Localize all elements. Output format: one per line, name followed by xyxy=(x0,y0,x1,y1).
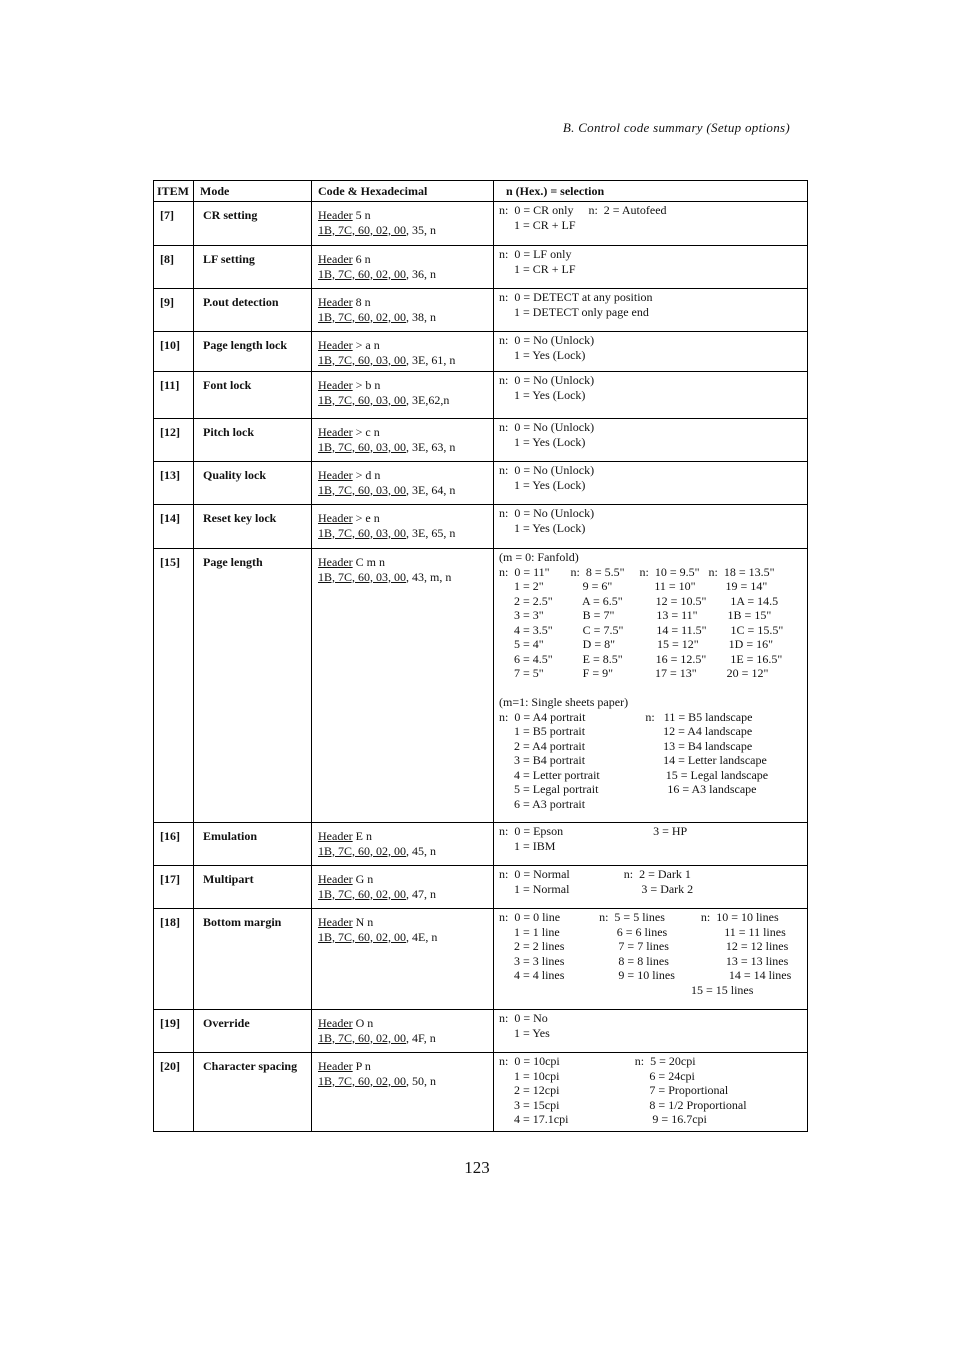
cell-mode: LF setting xyxy=(194,246,312,289)
hex-prefix: 1B, 7C, 60, 02, 00 xyxy=(318,886,407,901)
code-line xyxy=(318,208,489,223)
selection-line: n: 0 = No (Unlock) xyxy=(499,420,595,434)
column-header-item: ITEM xyxy=(154,181,194,202)
cell-code xyxy=(312,823,494,866)
hex-params: , 35, n xyxy=(406,222,437,237)
table-row xyxy=(154,332,808,372)
cell-item: [9] xyxy=(154,289,194,332)
selection-line: n: 0 = A4 portrait n: 11 = B5 landscape xyxy=(499,709,753,724)
hex-line xyxy=(318,526,489,541)
cell-code xyxy=(312,909,494,1010)
hex-prefix: 1B, 7C, 60, 03, 00 xyxy=(318,392,407,407)
cell-mode: Page length lock xyxy=(194,332,312,372)
hex-prefix: 1B, 7C, 60, 02, 00 xyxy=(318,266,407,281)
hex-params: , 3E, 65, n xyxy=(406,525,456,540)
hex-params: , 50, n xyxy=(406,1073,437,1088)
selection-line: 1 = CR + LF xyxy=(499,217,576,232)
table-row xyxy=(154,549,808,823)
code-header-params: > d n xyxy=(352,468,381,482)
cell-code xyxy=(312,505,494,549)
table-header-row xyxy=(154,181,808,202)
cell-code xyxy=(312,246,494,289)
table-row xyxy=(154,909,808,1010)
hex-params: , 3E, 61, n xyxy=(406,352,456,367)
cell-selection xyxy=(494,1010,808,1053)
cell-item: [14] xyxy=(154,505,194,549)
code-line xyxy=(318,468,489,483)
table-row xyxy=(154,246,808,289)
code-line xyxy=(318,511,489,526)
selection-line: (m = 0: Fanfold) xyxy=(499,550,579,564)
cell-mode: CR setting xyxy=(194,202,312,246)
column-header-mode: Mode xyxy=(194,181,312,202)
selection-line: 2 = A4 portrait 13 = B4 landscape xyxy=(499,738,753,753)
cell-item: [13] xyxy=(154,462,194,505)
code-header-params: E n xyxy=(352,829,372,843)
cell-mode: Reset key lock xyxy=(194,505,312,549)
hex-line xyxy=(318,844,489,859)
cell-selection xyxy=(494,332,808,372)
code-line xyxy=(318,915,489,930)
cell-mode: Multipart xyxy=(194,866,312,909)
column-header-code: Code & Hexadecimal xyxy=(312,181,494,202)
code-header: Header xyxy=(318,468,353,482)
code-line xyxy=(318,252,489,267)
selection-line: 1 = Yes (Lock) xyxy=(499,520,586,535)
cell-item: [17] xyxy=(154,866,194,909)
code-header-params: > c n xyxy=(352,425,380,439)
selection-line: n: 0 = DETECT at any position xyxy=(499,290,653,304)
hex-prefix: 1B, 7C, 60, 02, 00 xyxy=(318,309,407,324)
hex-params: , 3E, 64, n xyxy=(406,482,456,497)
cell-mode: P.out detection xyxy=(194,289,312,332)
hex-line xyxy=(318,570,489,585)
hex-params: , 36, n xyxy=(406,266,437,281)
cell-item: [11] xyxy=(154,372,194,419)
hex-params: , 3E,62,n xyxy=(406,392,450,407)
hex-line xyxy=(318,440,489,455)
code-header: Header xyxy=(318,295,353,309)
code-header: Header xyxy=(318,872,353,886)
cell-mode: Character spacing xyxy=(194,1053,312,1132)
code-header: Header xyxy=(318,252,353,266)
selection-line: 1 = Normal 3 = Dark 2 xyxy=(499,881,694,896)
hex-params: , 47, n xyxy=(406,886,437,901)
hex-params: , 45, n xyxy=(406,843,437,858)
selection-line: n: 0 = 10cpi n: 5 = 20cpi xyxy=(499,1054,696,1068)
cell-code xyxy=(312,332,494,372)
selection-line: (m=1: Single sheets paper) xyxy=(499,695,629,709)
hex-prefix: 1B, 7C, 60, 03, 00 xyxy=(318,352,407,367)
column-header-selection: n (Hex.) = selection xyxy=(494,181,808,202)
hex-prefix: 1B, 7C, 60, 03, 00 xyxy=(318,439,407,454)
selection-line: 2 = 12cpi 7 = Proportional xyxy=(499,1083,729,1097)
selection-line: n: 0 = 0 line n: 5 = 5 lines n: 10 = 10 lines xyxy=(499,910,779,924)
cell-mode: Pitch lock xyxy=(194,419,312,462)
hex-line xyxy=(318,887,489,902)
code-header-params: 5 n xyxy=(352,208,371,222)
hex-prefix: 1B, 7C, 60, 02, 00 xyxy=(318,929,407,944)
cell-code xyxy=(312,462,494,505)
selection-line: 1 = Yes (Lock) xyxy=(499,477,586,492)
cell-item: [7] xyxy=(160,208,174,222)
cell-selection xyxy=(494,909,808,1010)
hex-params: , 38, n xyxy=(406,309,437,324)
selection-line xyxy=(499,681,803,696)
selection-line: 4 = 17.1cpi 9 = 16.7cpi xyxy=(499,1112,707,1126)
selection-line: n: 0 = 11" n: 8 = 5.5" n: 10 = 9.5" n: 18 = 13.5" xyxy=(499,564,775,579)
table-row xyxy=(154,419,808,462)
hex-line xyxy=(318,930,489,945)
selection-line: n: 0 = LF only xyxy=(499,247,572,261)
code-header: Header xyxy=(318,208,353,222)
hex-line xyxy=(318,223,489,238)
hex-prefix: 1B, 7C, 60, 03, 00 xyxy=(318,525,407,540)
hex-params: , 4E, n xyxy=(406,929,438,944)
code-header: Header xyxy=(318,915,353,929)
selection-line: 15 = 15 lines xyxy=(499,982,754,997)
table-body xyxy=(154,202,808,1132)
running-head: B. Control code summary (Setup options) xyxy=(562,120,790,135)
cell-code xyxy=(312,1010,494,1053)
cell-item: [16] xyxy=(154,823,194,866)
selection-line: 1 = 10cpi 6 = 24cpi xyxy=(499,1068,695,1083)
cell-selection xyxy=(494,823,808,866)
code-line xyxy=(318,338,489,353)
hex-params: , 3E, 63, n xyxy=(406,439,456,454)
code-header-params: > a n xyxy=(352,338,380,352)
hex-line xyxy=(318,310,489,325)
cell-code xyxy=(312,289,494,332)
selection-line: 1 = Yes (Lock) xyxy=(499,387,586,402)
hex-line xyxy=(318,353,489,368)
selection-line: 7 = 5" F = 9" 17 = 13" 20 = 12" xyxy=(499,666,769,680)
control-code-table xyxy=(153,180,808,1132)
hex-prefix: 1B, 7C, 60, 03, 00 xyxy=(318,569,407,584)
code-line xyxy=(318,555,489,570)
selection-line: n: 0 = CR only n: 2 = Autofeed xyxy=(499,203,667,217)
page-number: 123 xyxy=(464,1158,490,1177)
selection-line: 1 = 2" 9 = 6" 11 = 10" 19 = 14" xyxy=(499,579,768,593)
cell-mode: Quality lock xyxy=(194,462,312,505)
code-line xyxy=(318,829,489,844)
cell-item: [15] xyxy=(154,549,194,823)
cell-item: [19] xyxy=(154,1010,194,1053)
selection-line: 3 = 3 lines 8 = 8 lines 13 = 13 lines xyxy=(499,953,789,968)
selection-line: n: 0 = No (Unlock) xyxy=(499,333,595,347)
code-header: Header xyxy=(318,378,353,392)
hex-line xyxy=(318,1074,489,1089)
code-line xyxy=(318,872,489,887)
table-row xyxy=(154,823,808,866)
selection-line: 1 = Yes (Lock) xyxy=(499,347,586,362)
code-line xyxy=(318,295,489,310)
cell-item: [18] xyxy=(154,909,194,1010)
selection-line: 2 = 2 lines 7 = 7 lines 12 = 12 lines xyxy=(499,939,789,953)
hex-prefix: 1B, 7C, 60, 02, 00 xyxy=(318,222,407,237)
table-row xyxy=(154,1053,808,1132)
code-line xyxy=(318,1016,489,1031)
selection-line: 4 = 4 lines 9 = 10 lines 14 = 14 lines xyxy=(499,968,792,982)
cell-selection xyxy=(494,202,808,246)
cell-mode: Page length xyxy=(194,549,312,823)
selection-line: n: 0 = No (Unlock) xyxy=(499,373,595,387)
cell-item: [8] xyxy=(154,246,194,289)
hex-line xyxy=(318,483,489,498)
selection-line: n: 0 = No xyxy=(499,1011,548,1025)
code-header: Header xyxy=(318,1016,353,1030)
hex-params: , 43, m, n xyxy=(406,569,452,584)
selection-line: 1 = Yes xyxy=(499,1025,550,1040)
cell-selection xyxy=(494,289,808,332)
selection-line: 2 = 2.5" A = 6.5" 12 = 10.5" 1A = 14.5 xyxy=(499,593,779,608)
code-header-params: 8 n xyxy=(352,295,371,309)
code-header-params: 6 n xyxy=(352,252,371,266)
cell-selection xyxy=(494,1053,808,1132)
table-row xyxy=(154,505,808,549)
code-header-params: O n xyxy=(352,1016,374,1030)
cell-mode: Emulation xyxy=(194,823,312,866)
cell-code xyxy=(312,1053,494,1132)
cell-code xyxy=(312,549,494,823)
selection-line: 3 = 15cpi 8 = 1/2 Proportional xyxy=(499,1097,747,1112)
selection-line: 5 = 4" D = 8" 15 = 12" 1D = 16" xyxy=(499,637,773,651)
table-row xyxy=(154,462,808,505)
cell-selection xyxy=(494,549,808,823)
cell-item: [12] xyxy=(154,419,194,462)
selection-line: 3 = 3" B = 7" 13 = 11" 1B = 15" xyxy=(499,608,772,622)
code-line xyxy=(318,378,489,393)
cell-code xyxy=(312,419,494,462)
code-header-params: > e n xyxy=(352,511,380,525)
hex-line xyxy=(318,1031,489,1046)
code-header-params: G n xyxy=(352,872,374,886)
code-header: Header xyxy=(318,1059,353,1073)
cell-code xyxy=(312,866,494,909)
cell-mode: Font lock xyxy=(194,372,312,419)
code-line xyxy=(318,1059,489,1074)
code-header: Header xyxy=(318,829,353,843)
table-row xyxy=(154,289,808,332)
cell-mode: Override xyxy=(194,1010,312,1053)
cell-selection xyxy=(494,866,808,909)
table-row xyxy=(154,866,808,909)
code-header-params: > b n xyxy=(352,378,381,392)
hex-line xyxy=(318,393,489,408)
hex-prefix: 1B, 7C, 60, 02, 00 xyxy=(318,1030,407,1045)
hex-prefix: 1B, 7C, 60, 02, 00 xyxy=(318,843,407,858)
cell-selection xyxy=(494,505,808,549)
code-line xyxy=(318,425,489,440)
cell-code xyxy=(312,202,494,246)
selection-line: 4 = 3.5" C = 7.5" 14 = 11.5" 1C = 15.5" xyxy=(499,622,784,637)
code-header: Header xyxy=(318,511,353,525)
table-row xyxy=(154,1010,808,1053)
cell-mode: Bottom margin xyxy=(194,909,312,1010)
selection-line: 1 = DETECT only page end xyxy=(499,304,649,319)
cell-code xyxy=(312,372,494,419)
code-header-params: P n xyxy=(352,1059,371,1073)
hex-params: , 4F, n xyxy=(406,1030,436,1045)
code-header: Header xyxy=(318,555,353,569)
code-header: Header xyxy=(318,425,353,439)
code-header-params: N n xyxy=(352,915,374,929)
cell-selection xyxy=(494,419,808,462)
selection-line: n: 0 = No (Unlock) xyxy=(499,506,595,520)
hex-prefix: 1B, 7C, 60, 03, 00 xyxy=(318,482,407,497)
selection-line: 4 = Letter portrait 15 = Legal landscape xyxy=(499,767,769,782)
hex-prefix: 1B, 7C, 60, 02, 00 xyxy=(318,1073,407,1088)
cell-item: [10] xyxy=(154,332,194,372)
selection-line: 5 = Legal portrait 16 = A3 landscape xyxy=(499,782,757,796)
selection-line: 1 = Yes (Lock) xyxy=(499,434,586,449)
selection-line: 1 = IBM xyxy=(499,838,556,853)
cell-selection xyxy=(494,246,808,289)
table-row xyxy=(154,372,808,419)
selection-line: 1 = B5 portrait 12 = A4 landscape xyxy=(499,724,753,738)
selection-line: n: 0 = Epson 3 = HP xyxy=(499,824,688,838)
selection-line: n: 0 = No (Unlock) xyxy=(499,463,595,477)
cell-selection xyxy=(494,462,808,505)
selection-line: n: 0 = Normal n: 2 = Dark 1 xyxy=(499,867,691,881)
code-header-params: C m n xyxy=(352,555,385,569)
cell-item: [20] xyxy=(154,1053,194,1132)
code-header: Header xyxy=(318,338,353,352)
selection-line: 1 = CR + LF xyxy=(499,261,576,276)
selection-line: 6 = 4.5" E = 8.5" 16 = 12.5" 1E = 16.5" xyxy=(499,651,783,666)
selection-line: 1 = 1 line 6 = 6 lines 11 = 11 lines xyxy=(499,924,786,939)
selection-line: 3 = B4 portrait 14 = Letter landscape xyxy=(499,753,767,767)
table-row xyxy=(154,202,808,246)
hex-line xyxy=(318,267,489,282)
selection-line: 6 = A3 portrait xyxy=(499,796,586,811)
cell-selection xyxy=(494,372,808,419)
